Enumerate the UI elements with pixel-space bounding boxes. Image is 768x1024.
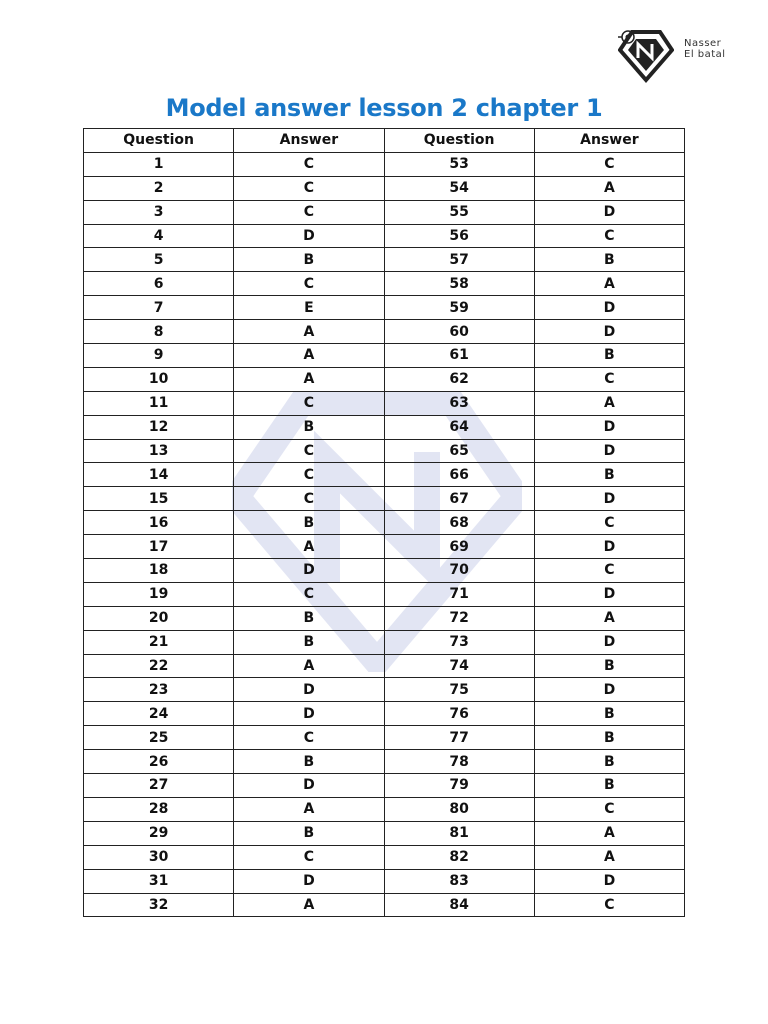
question-number-cell: 32 (84, 893, 234, 917)
question-number-cell: 55 (384, 200, 534, 224)
answer-cell: C (234, 176, 384, 200)
answer-cell: C (234, 272, 384, 296)
question-number-cell: 17 (84, 535, 234, 559)
table-row (84, 439, 685, 463)
answer-cell: D (534, 320, 684, 344)
answer-table-body (84, 152, 685, 917)
question-number-cell: 78 (384, 750, 534, 774)
page-title: Model answer lesson 2 chapter 1 (165, 94, 603, 122)
table-row (84, 272, 685, 296)
answer-cell: D (534, 535, 684, 559)
answer-cell: D (234, 678, 384, 702)
answer-cell: C (234, 726, 384, 750)
question-number-cell: 24 (84, 702, 234, 726)
target-dot-icon (618, 28, 636, 46)
answer-cell: C (234, 582, 384, 606)
table-row (84, 702, 685, 726)
table-row (84, 750, 685, 774)
question-number-cell: 80 (384, 797, 534, 821)
question-number-cell: 1 (84, 152, 234, 176)
answer-cell: C (534, 152, 684, 176)
table-row (84, 678, 685, 702)
answer-cell: A (534, 845, 684, 869)
answer-cell: D (534, 869, 684, 893)
question-number-cell: 84 (384, 893, 534, 917)
answer-cell: B (534, 702, 684, 726)
table-row (84, 893, 685, 917)
answer-cell: B (234, 630, 384, 654)
table-row (84, 367, 685, 391)
answer-cell: B (534, 463, 684, 487)
answer-cell: D (534, 439, 684, 463)
question-number-cell: 79 (384, 774, 534, 798)
table-header-row (84, 129, 685, 153)
answer-cell: C (534, 511, 684, 535)
question-number-cell: 3 (84, 200, 234, 224)
question-number-cell: 76 (384, 702, 534, 726)
question-number-cell: 7 (84, 296, 234, 320)
question-number-cell: 23 (84, 678, 234, 702)
answer-cell: B (234, 511, 384, 535)
answer-cell: D (534, 415, 684, 439)
answer-cell: C (534, 893, 684, 917)
question-number-cell: 31 (84, 869, 234, 893)
header-answer-1: Answer (234, 129, 384, 153)
answer-cell: A (234, 344, 384, 368)
table-row (84, 821, 685, 845)
answer-cell: B (534, 774, 684, 798)
answer-cell: D (234, 224, 384, 248)
table-row (84, 487, 685, 511)
question-number-cell: 62 (384, 367, 534, 391)
answer-cell: D (534, 582, 684, 606)
question-number-cell: 12 (84, 415, 234, 439)
brand-name (684, 38, 726, 60)
answer-table (83, 128, 685, 917)
answer-cell: D (534, 487, 684, 511)
question-number-cell: 70 (384, 559, 534, 583)
table-row (84, 224, 685, 248)
question-number-cell: 27 (84, 774, 234, 798)
question-number-cell: 60 (384, 320, 534, 344)
question-number-cell: 15 (84, 487, 234, 511)
question-number-cell: 72 (384, 606, 534, 630)
answer-cell: C (234, 487, 384, 511)
answer-cell: D (234, 559, 384, 583)
question-number-cell: 67 (384, 487, 534, 511)
table-row (84, 200, 685, 224)
answer-cell: B (534, 344, 684, 368)
answer-cell: C (234, 463, 384, 487)
answer-cell: B (234, 606, 384, 630)
question-number-cell: 73 (384, 630, 534, 654)
answer-cell: C (234, 391, 384, 415)
table-row (84, 559, 685, 583)
question-number-cell: 57 (384, 248, 534, 272)
question-number-cell: 61 (384, 344, 534, 368)
question-number-cell: 59 (384, 296, 534, 320)
question-number-cell: 13 (84, 439, 234, 463)
question-number-cell: 20 (84, 606, 234, 630)
answer-cell: B (234, 415, 384, 439)
answer-cell: D (234, 774, 384, 798)
question-number-cell: 11 (84, 391, 234, 415)
question-number-cell: 22 (84, 654, 234, 678)
answer-cell: E (234, 296, 384, 320)
answer-cell: D (234, 869, 384, 893)
table-row (84, 869, 685, 893)
question-number-cell: 6 (84, 272, 234, 296)
question-number-cell: 21 (84, 630, 234, 654)
question-number-cell: 77 (384, 726, 534, 750)
table-row (84, 797, 685, 821)
answer-cell: D (534, 678, 684, 702)
question-number-cell: 54 (384, 176, 534, 200)
table-row (84, 152, 685, 176)
question-number-cell: 8 (84, 320, 234, 344)
table-row (84, 535, 685, 559)
question-number-cell: 30 (84, 845, 234, 869)
answer-cell: B (234, 248, 384, 272)
answer-cell: C (234, 439, 384, 463)
question-number-cell: 19 (84, 582, 234, 606)
question-number-cell: 81 (384, 821, 534, 845)
answer-cell: A (534, 272, 684, 296)
question-number-cell: 74 (384, 654, 534, 678)
table-row (84, 654, 685, 678)
answer-cell: C (534, 559, 684, 583)
question-number-cell: 68 (384, 511, 534, 535)
answer-cell: A (534, 606, 684, 630)
brand-name-line2: El batal (684, 49, 726, 60)
question-number-cell: 53 (384, 152, 534, 176)
answer-cell: C (534, 224, 684, 248)
table-row (84, 726, 685, 750)
answer-cell: B (234, 821, 384, 845)
answer-cell: D (534, 296, 684, 320)
answer-cell: B (234, 750, 384, 774)
header-question-1: Question (84, 129, 234, 153)
answer-cell: A (234, 535, 384, 559)
question-number-cell: 66 (384, 463, 534, 487)
question-number-cell: 26 (84, 750, 234, 774)
answer-cell: C (234, 152, 384, 176)
table-row (84, 415, 685, 439)
question-number-cell: 71 (384, 582, 534, 606)
answer-cell: C (534, 797, 684, 821)
header-question-2: Question (384, 129, 534, 153)
question-number-cell: 10 (84, 367, 234, 391)
answer-cell: D (534, 630, 684, 654)
table-row (84, 391, 685, 415)
answer-cell: B (534, 750, 684, 774)
question-number-cell: 18 (84, 559, 234, 583)
answer-cell: C (234, 200, 384, 224)
question-number-cell: 16 (84, 511, 234, 535)
question-number-cell: 75 (384, 678, 534, 702)
question-number-cell: 29 (84, 821, 234, 845)
table-row (84, 774, 685, 798)
question-number-cell: 65 (384, 439, 534, 463)
answer-cell: A (234, 367, 384, 391)
question-number-cell: 4 (84, 224, 234, 248)
answer-cell: C (534, 367, 684, 391)
answer-cell: D (534, 200, 684, 224)
table-row (84, 511, 685, 535)
question-number-cell: 2 (84, 176, 234, 200)
table-row (84, 248, 685, 272)
answer-cell: A (234, 893, 384, 917)
answer-cell: B (534, 654, 684, 678)
header-answer-2: Answer (534, 129, 684, 153)
table-row (84, 845, 685, 869)
table-row (84, 296, 685, 320)
question-number-cell: 83 (384, 869, 534, 893)
question-number-cell: 63 (384, 391, 534, 415)
answer-cell: B (534, 726, 684, 750)
brand-name-line1: Nasser (684, 38, 722, 49)
question-number-cell: 56 (384, 224, 534, 248)
question-number-cell: 9 (84, 344, 234, 368)
answer-cell: D (234, 702, 384, 726)
question-number-cell: 28 (84, 797, 234, 821)
answer-cell: A (534, 176, 684, 200)
answer-cell: A (534, 821, 684, 845)
question-number-cell: 64 (384, 415, 534, 439)
question-number-cell: 25 (84, 726, 234, 750)
table-row (84, 176, 685, 200)
table-row (84, 344, 685, 368)
table-row (84, 606, 685, 630)
answer-cell: A (234, 320, 384, 344)
table-row (84, 582, 685, 606)
answer-cell: A (534, 391, 684, 415)
table-row (84, 320, 685, 344)
answer-cell: A (234, 797, 384, 821)
answer-cell: C (234, 845, 384, 869)
question-number-cell: 14 (84, 463, 234, 487)
answer-cell: A (234, 654, 384, 678)
question-number-cell: 69 (384, 535, 534, 559)
table-row (84, 630, 685, 654)
brand-logo (618, 28, 758, 84)
question-number-cell: 82 (384, 845, 534, 869)
question-number-cell: 5 (84, 248, 234, 272)
answer-cell: B (534, 248, 684, 272)
question-number-cell: 58 (384, 272, 534, 296)
table-row (84, 463, 685, 487)
